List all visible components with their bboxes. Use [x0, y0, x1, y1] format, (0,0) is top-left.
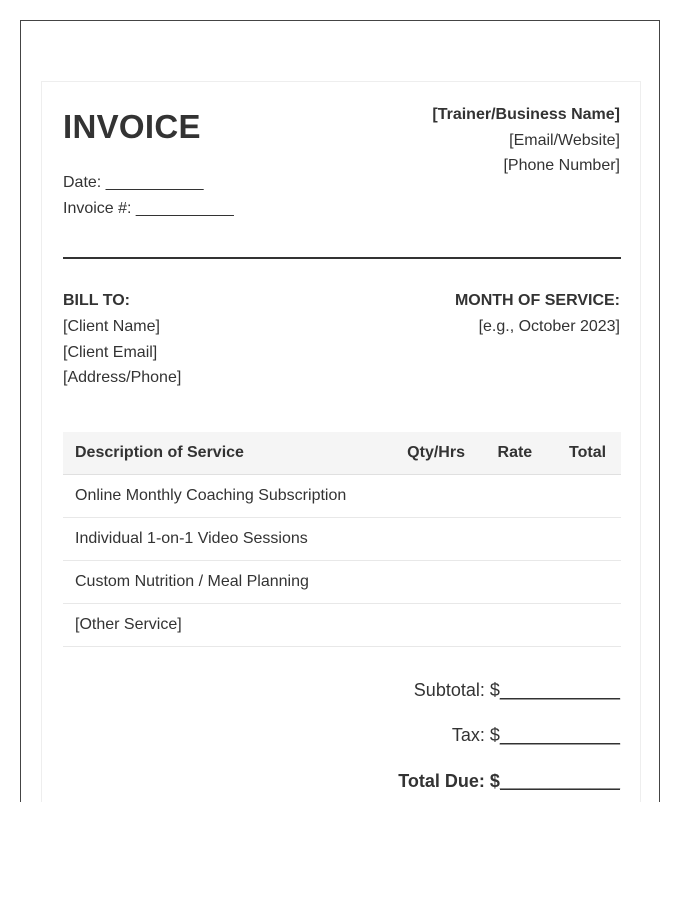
- service-description: Custom Nutrition / Meal Planning: [63, 561, 396, 604]
- service-description: Online Monthly Coaching Subscription: [63, 475, 396, 518]
- business-name: [Trainer/Business Name]: [432, 106, 620, 123]
- table-header-row: [63, 432, 621, 475]
- total-cell: [554, 518, 621, 561]
- invoice-title: INVOICE: [63, 108, 201, 145]
- rate-cell: [476, 518, 554, 561]
- qty-cell: [396, 561, 475, 604]
- qty-cell: [396, 475, 475, 518]
- document-frame: [20, 20, 660, 802]
- client-address: [Address/Phone]: [63, 369, 182, 386]
- services-table: [63, 432, 621, 647]
- total-due-line: [398, 771, 620, 792]
- tax-blank: ____________: [499, 725, 620, 745]
- rate-cell: [476, 561, 554, 604]
- service-description: [Other Service]: [63, 604, 396, 647]
- header-qty: Qty/Hrs: [396, 432, 475, 475]
- bill-to-label: BILL TO:: [63, 292, 130, 309]
- business-contact: [Email/Website]: [509, 132, 620, 149]
- business-phone: [Phone Number]: [503, 157, 620, 174]
- table-row: [63, 475, 621, 518]
- total-cell: [554, 475, 621, 518]
- rate-cell: [476, 604, 554, 647]
- header-rate: Rate: [476, 432, 554, 475]
- subtotal-line: [414, 680, 620, 701]
- tax-line: [452, 725, 620, 746]
- subtotal-blank: ____________: [499, 680, 620, 700]
- total-due-blank: ____________: [499, 771, 620, 791]
- header-divider: [63, 257, 621, 259]
- tax-label: Tax: $: [451, 725, 500, 745]
- rate-cell: [476, 475, 554, 518]
- header-description: Description of Service: [63, 432, 396, 475]
- total-cell: [554, 604, 621, 647]
- table-row: [63, 518, 621, 561]
- invoice-number-field: Invoice #: ___________: [63, 200, 234, 217]
- qty-cell: [396, 518, 475, 561]
- total-due-label: Total Due: $: [398, 771, 500, 791]
- table-row: [63, 604, 621, 647]
- qty-cell: [396, 604, 475, 647]
- subtotal-label: Subtotal: $: [413, 680, 500, 700]
- table-row: [63, 561, 621, 604]
- invoice-date-field: Date: ___________: [63, 174, 204, 191]
- header-total: Total: [554, 432, 621, 475]
- client-email: [Client Email]: [63, 344, 158, 361]
- client-name: [Client Name]: [63, 318, 160, 335]
- total-cell: [554, 561, 621, 604]
- month-of-service-label: MONTH OF SERVICE:: [454, 292, 620, 309]
- service-description: Individual 1-on-1 Video Sessions: [63, 518, 396, 561]
- month-of-service-value: [e.g., October 2023]: [478, 318, 620, 335]
- invoice-sheet: [41, 81, 641, 802]
